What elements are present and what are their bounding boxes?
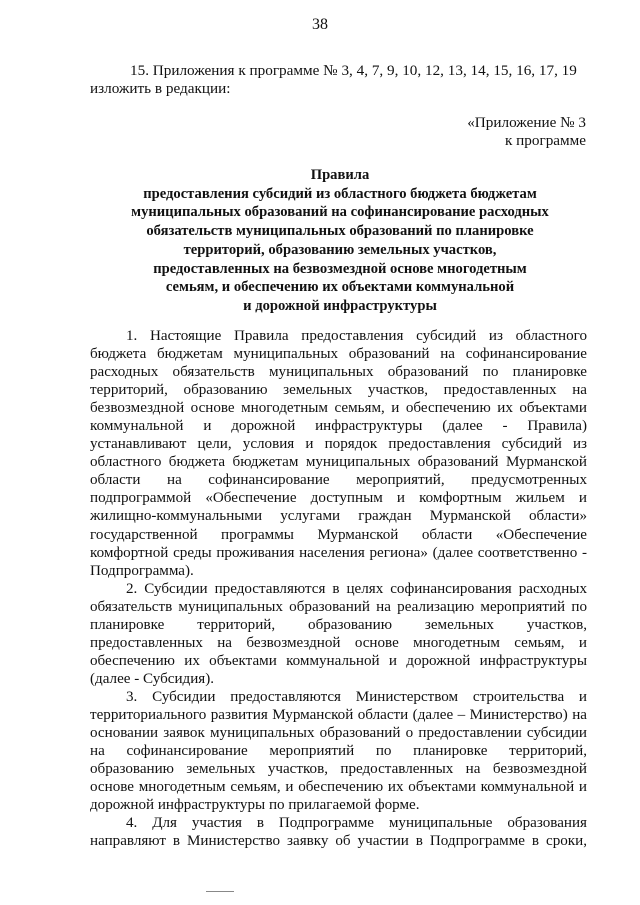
paragraph-2 xyxy=(90,580,587,688)
title-line: обязательств муниципальных образований по планировке xyxy=(146,223,534,240)
text-line: образованию земельных участков, предоставленных на безвозмездной xyxy=(90,761,587,778)
title-line: муниципальных образований на софинансирование расходных xyxy=(131,204,549,221)
text-line: расходных обязательств муниципальных образований по планировке xyxy=(90,364,587,381)
text-line: бюджета бюджетам муниципальных образований на софинансирование xyxy=(90,346,587,363)
intro-line: 15. Приложения к программе № 3, 4, 7, 9, 10, 12, 13, 14, 15, 16, 17, 19 xyxy=(130,62,577,79)
intro-paragraph xyxy=(90,62,590,98)
text-line: (далее - Субсидия). xyxy=(90,670,215,687)
title-heading: Правила xyxy=(310,167,370,183)
text-line: на софинансирование мероприятий по планировке территорий, xyxy=(90,743,587,760)
page-number: 38 xyxy=(312,16,328,33)
text-line: обеспечению их объектами коммунальной и дорожной инфраструктуры xyxy=(90,652,587,669)
text-line: подпрограммой «Обеспечение доступным и комфортным жильем и xyxy=(90,490,587,507)
text-line: основании заявок муниципальных образований о предоставлении субсидии xyxy=(90,725,587,742)
title-line: семьям, и обеспечению их объектами коммунальной xyxy=(165,279,515,296)
title-line: предоставленных на безвозмездной основе многодетным xyxy=(153,260,527,277)
appendix-reference xyxy=(467,114,586,150)
text-line: государственной программы Мурманской области «Обеспечение xyxy=(90,526,587,543)
text-line: 1. Настоящие Правила предоставления субсидий из областного xyxy=(126,328,587,344)
paragraph-3 xyxy=(90,688,587,814)
text-line: планировке территорий, образованию земельных участков, xyxy=(90,616,587,633)
text-line: Подпрограмма). xyxy=(90,562,194,579)
text-line: коммунальной и дорожной инфраструктуры (далее - Правила) xyxy=(90,418,587,435)
title-line: предоставления субсидий из областного бюджета бюджетам xyxy=(143,185,537,202)
document-title xyxy=(90,166,590,316)
text-line: направляют в Министерство заявку об участии в Подпрограмме в сроки, xyxy=(90,833,587,850)
text-line: территорий, образованию земельных участков, предоставленных на xyxy=(90,382,587,399)
text-line: области на софинансирование мероприятий, предусмотренных xyxy=(90,472,587,489)
text-line: 4. Для участия в Подпрограмме муниципальные образования xyxy=(126,815,587,832)
paragraph-1 xyxy=(90,327,587,580)
text-line: комфортной среды проживания населения региона» (далее соответственно - xyxy=(90,544,587,561)
text-line: территориального развития Мурманской области (далее – Министерство) на xyxy=(90,706,587,723)
text-line: дорожной инфраструктуры по прилагаемой форме. xyxy=(90,797,420,814)
text-line: областного бюджета бюджетам муниципальных образований Мурманской xyxy=(90,454,587,471)
title-line: и дорожной инфраструктуры xyxy=(243,297,437,314)
text-line: обязательств муниципальных образований на реализацию мероприятий по xyxy=(90,598,587,615)
text-line: 2. Субсидии предоставляются в целях софинансирования расходных xyxy=(126,580,587,597)
document-body xyxy=(90,327,587,850)
title-line: территорий, образованию земельных участков, xyxy=(183,241,497,258)
paragraph-4 xyxy=(90,814,587,850)
text-line: безвозмездной основе многодетным семьям, и обеспечению их объектами xyxy=(90,400,587,417)
appendix-line: к программе xyxy=(504,132,586,149)
text-line: жилищно-коммунальными услугами граждан Мурманской области» xyxy=(90,508,587,525)
appendix-line: «Приложение № 3 xyxy=(467,114,586,131)
text-line: устанавливают цели, условия и порядок предоставления субсидий из xyxy=(90,436,587,453)
text-line: 3. Субсидии предоставляются Министерством строительства и xyxy=(126,688,587,705)
text-line: предоставленных на безвозмездной основе многодетным семьям, и xyxy=(90,634,587,651)
intro-line: изложить в редакции: xyxy=(90,80,231,97)
text-line: основе многодетным семьям, и обеспечению их объектами коммунальной и xyxy=(90,779,587,796)
footer-divider xyxy=(206,891,234,892)
